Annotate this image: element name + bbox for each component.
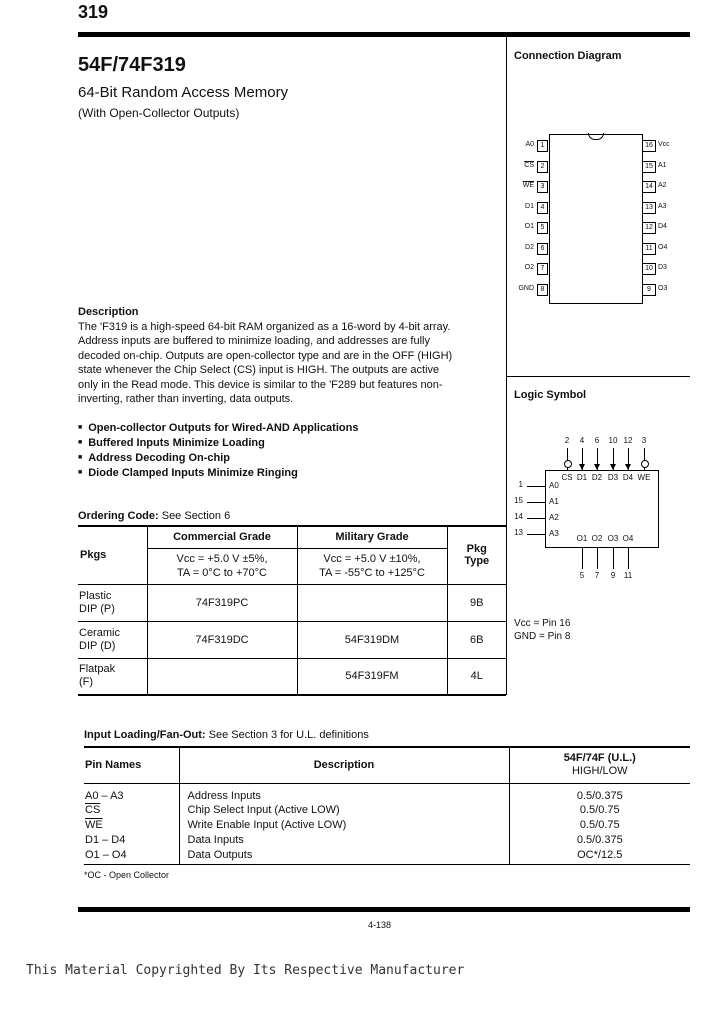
table-row xyxy=(84,833,690,848)
pin-name: O1 – O4 xyxy=(84,848,179,865)
top-input-label: D3 xyxy=(607,473,619,482)
pin-ul: 0.5/0.75 xyxy=(579,804,620,816)
table-row xyxy=(78,621,506,658)
inversion-bubble xyxy=(641,460,649,468)
pin-ul: 0.5/0.75 xyxy=(579,819,620,831)
pin-ul: 0.5/0.375 xyxy=(576,789,623,802)
left-pin-line xyxy=(527,486,545,487)
part-number-title: 54F/74F319 xyxy=(78,54,186,76)
vcc-note: Vcc = Pin 16 xyxy=(514,618,571,629)
commercial-part: 74F319DC xyxy=(147,621,297,658)
input-loading-heading-rest: See Section 3 for U.L. definitions xyxy=(205,729,369,741)
pkg-name-2: DIP (D) xyxy=(79,639,116,652)
top-input-label: D1 xyxy=(576,473,588,482)
left-pin-number: 1 xyxy=(518,480,523,489)
pkg-name: Ceramic xyxy=(79,626,120,639)
output-pin-line xyxy=(582,547,583,569)
footnote: *OC - Open Collector xyxy=(84,870,170,880)
output-label: O3 xyxy=(607,534,619,543)
pin-label: A1 xyxy=(658,161,667,169)
pin-label: A3 xyxy=(658,202,667,210)
chip-package xyxy=(549,134,643,304)
pkg-cell xyxy=(78,658,147,695)
pkg-type: 6B xyxy=(447,621,506,658)
pin-description: Data Inputs xyxy=(179,833,509,848)
connection-diagram xyxy=(500,130,700,310)
top-input-label: D2 xyxy=(591,473,603,482)
pin-label: O1 xyxy=(524,223,534,230)
table-row xyxy=(84,848,690,865)
pkg-cell xyxy=(78,621,147,658)
description-heading: Description xyxy=(78,306,139,318)
page-ref: 4-138 xyxy=(368,920,392,930)
input-loading-heading-bold: Input Loading/Fan-Out: xyxy=(84,729,206,741)
pkg-name-2: DIP (P) xyxy=(79,602,115,615)
pkg-cell xyxy=(78,584,147,621)
pin-number: 9 xyxy=(642,284,656,296)
output-label: O1 xyxy=(576,534,588,543)
col-pin-names: Pin Names xyxy=(84,747,179,783)
top-pin-number: 10 xyxy=(608,436,618,445)
table-row xyxy=(78,584,506,621)
header-rule xyxy=(78,32,690,37)
military-cond-2: TA = -55°C to +125°C xyxy=(319,567,425,579)
pin-label: D2 xyxy=(525,243,534,251)
pin-label: $\overline{CS}$ xyxy=(524,161,534,169)
left-input-label: A1 xyxy=(549,497,559,506)
col-ul xyxy=(509,747,690,783)
left-pin-number: 15 xyxy=(514,496,523,505)
input-arrow xyxy=(579,464,585,470)
col-description: Description xyxy=(179,747,509,783)
top-pin-number: 2 xyxy=(564,436,570,445)
pin-label: O3 xyxy=(658,284,668,292)
pkg-name: Flatpak xyxy=(79,663,116,676)
feature-item: ■ Diode Clamped Inputs Minimize Ringing xyxy=(78,465,358,480)
pin-description: Chip Select Input (Active LOW) xyxy=(179,803,509,818)
table-row xyxy=(78,658,506,695)
output-pin-number: 5 xyxy=(579,571,585,580)
pin-description: Data Outputs xyxy=(179,848,509,865)
top-input-label: D4 xyxy=(622,473,634,482)
left-pin-line xyxy=(527,518,545,519)
output-label: O2 xyxy=(591,534,603,543)
ordering-table xyxy=(78,525,506,696)
subtitle: 64-Bit Random Access Memory xyxy=(78,84,289,101)
pin-label: Vcc xyxy=(658,141,670,148)
pin-ul: OC*/12.5 xyxy=(509,848,690,865)
pin-number: 15 xyxy=(642,161,656,173)
pin-name: A0 – A3 xyxy=(85,789,124,802)
pin-number: 4 xyxy=(537,202,548,214)
commercial-cond-2: TA = 0°C to +70°C xyxy=(177,567,267,579)
logic-symbol-heading: Logic Symbol xyxy=(514,389,587,401)
left-input-label: A3 xyxy=(549,529,559,538)
pin-name: $\overline{CS}$ xyxy=(85,804,101,816)
page-number: 319 xyxy=(78,2,109,22)
commercial-part xyxy=(147,658,297,695)
pkg-type: 9B xyxy=(447,584,506,621)
output-pin-line xyxy=(613,547,614,569)
description-line: decoded on-chip. Outputs are open-collector type and are in the OFF (HIGH) xyxy=(78,349,453,362)
output-pin-number: 7 xyxy=(594,571,600,580)
inversion-bubble xyxy=(564,460,572,468)
pin-number: 14 xyxy=(642,181,656,193)
pin-label: A0 xyxy=(525,141,534,148)
connection-diagram-heading: Connection Diagram xyxy=(514,50,622,62)
input-arrow xyxy=(610,464,616,470)
copyright-notice: This Material Copyrighted By Its Respective Manufacturer xyxy=(26,963,465,978)
input-loading-table xyxy=(84,746,690,865)
pin-number: 7 xyxy=(537,263,548,275)
top-input-label: WE xyxy=(637,473,651,482)
military-cond-1: Vcc = +5.0 V ±10%, xyxy=(323,553,421,565)
feature-item: ■ Buffered Inputs Minimize Loading xyxy=(78,435,358,450)
table-row xyxy=(84,783,690,803)
ordering-heading-bold: Ordering Code: xyxy=(78,510,159,522)
pin-number: 13 xyxy=(642,202,656,214)
description-line: inverting, rather than inverting, data outputs. xyxy=(78,393,294,406)
feature-item: ■ Address Decoding On-chip xyxy=(78,450,358,465)
col-pkg-type: Pkg Type xyxy=(447,526,506,584)
col-ul-sub: HIGH/LOW xyxy=(571,765,628,778)
col-ul-title: 54F/74F (U.L.) xyxy=(563,752,636,765)
pkg-type: 4L xyxy=(447,658,506,695)
pin-number: 5 xyxy=(537,222,548,234)
input-loading-heading xyxy=(84,729,369,741)
pin-number: 1 xyxy=(537,140,548,152)
pin-number: 10 xyxy=(642,263,656,275)
description-line: state whenever the Chip Select (CS) input is HIGH. The outputs are active xyxy=(78,364,440,377)
pin-name: $\overline{WE}$ xyxy=(85,819,103,831)
commercial-part: 74F319PC xyxy=(147,584,297,621)
output-pin-line xyxy=(628,547,629,569)
pin-number: 11 xyxy=(642,243,656,255)
military-part: 54F319FM xyxy=(297,658,447,695)
description-line: Address inputs are buffered to minimize loading, and addresses are fully xyxy=(78,335,430,348)
pkg-name-2: (F) xyxy=(79,676,94,689)
gnd-note: GND = Pin 8 xyxy=(514,631,571,642)
top-pin-number: 12 xyxy=(623,436,633,445)
top-pin-number: 3 xyxy=(641,436,647,445)
pin-number: 2 xyxy=(537,161,548,173)
description-line: only in the Read mode. This device is similar to the 'F289 but features non- xyxy=(78,378,443,391)
pin-label: $\overline{WE}$ xyxy=(522,182,534,189)
ordering-heading xyxy=(78,510,230,522)
military-part xyxy=(297,584,447,621)
pin-name: D1 – D4 xyxy=(85,834,126,846)
pin-number: 12 xyxy=(642,222,656,234)
commercial-cond-1: Vcc = +5.0 V ±5%, xyxy=(176,553,268,565)
feature-list xyxy=(78,420,358,480)
col-military: Military Grade xyxy=(297,526,447,548)
description-text xyxy=(78,320,498,406)
pin-label: O2 xyxy=(524,264,534,271)
output-pin-number: 9 xyxy=(610,571,616,580)
left-pin-line xyxy=(527,534,545,535)
top-pin-number: 6 xyxy=(594,436,600,445)
pin-number: 6 xyxy=(537,243,548,255)
footer-rule xyxy=(78,907,690,912)
pin-number: 16 xyxy=(642,140,656,152)
pin-number: 8 xyxy=(537,284,548,296)
logic-symbol xyxy=(505,430,695,590)
military-conditions xyxy=(297,548,447,584)
output-pin-line xyxy=(597,547,598,569)
pin-label: GND xyxy=(518,284,534,292)
ordering-heading-rest: See Section 6 xyxy=(158,510,231,522)
pin-label: O4 xyxy=(658,243,668,251)
input-arrow xyxy=(594,464,600,470)
section-rule xyxy=(507,376,690,377)
pin-description: Address Inputs xyxy=(179,783,509,803)
pkg-name: Plastic xyxy=(79,589,112,602)
output-label: O4 xyxy=(622,534,634,543)
left-pin-number: 13 xyxy=(514,528,523,537)
table-row xyxy=(84,803,690,818)
pin-number: 3 xyxy=(537,181,548,193)
pin-label: D3 xyxy=(658,264,667,271)
left-input-label: A2 xyxy=(549,513,559,522)
feature-item: ■ Open-collector Outputs for Wired-AND Applications xyxy=(78,420,358,435)
left-pin-line xyxy=(527,502,545,503)
left-input-label: A0 xyxy=(549,481,559,490)
commercial-conditions xyxy=(147,548,297,584)
col-pkgs: Pkgs xyxy=(78,526,147,584)
left-pin-number: 14 xyxy=(514,512,523,521)
col-commercial: Commercial Grade xyxy=(147,526,297,548)
table-row xyxy=(84,818,690,833)
military-part: 54F319DM xyxy=(297,621,447,658)
description-line: The 'F319 is a high-speed 64-bit RAM organized as a 16-word by 4-bit array. xyxy=(78,321,451,333)
pin-ul: 0.5/0.375 xyxy=(576,834,623,846)
pin-description: Write Enable Input (Active LOW) xyxy=(179,818,509,833)
pin-label: D1 xyxy=(525,202,534,210)
top-pin-number: 4 xyxy=(579,436,585,445)
subtitle-open-collector: (With Open-Collector Outputs) xyxy=(78,106,240,120)
pin-label: D4 xyxy=(658,223,667,230)
output-pin-number: 11 xyxy=(623,571,633,580)
input-arrow xyxy=(625,464,631,470)
top-input-label: CS xyxy=(561,473,573,482)
pin-label: A2 xyxy=(658,182,667,189)
